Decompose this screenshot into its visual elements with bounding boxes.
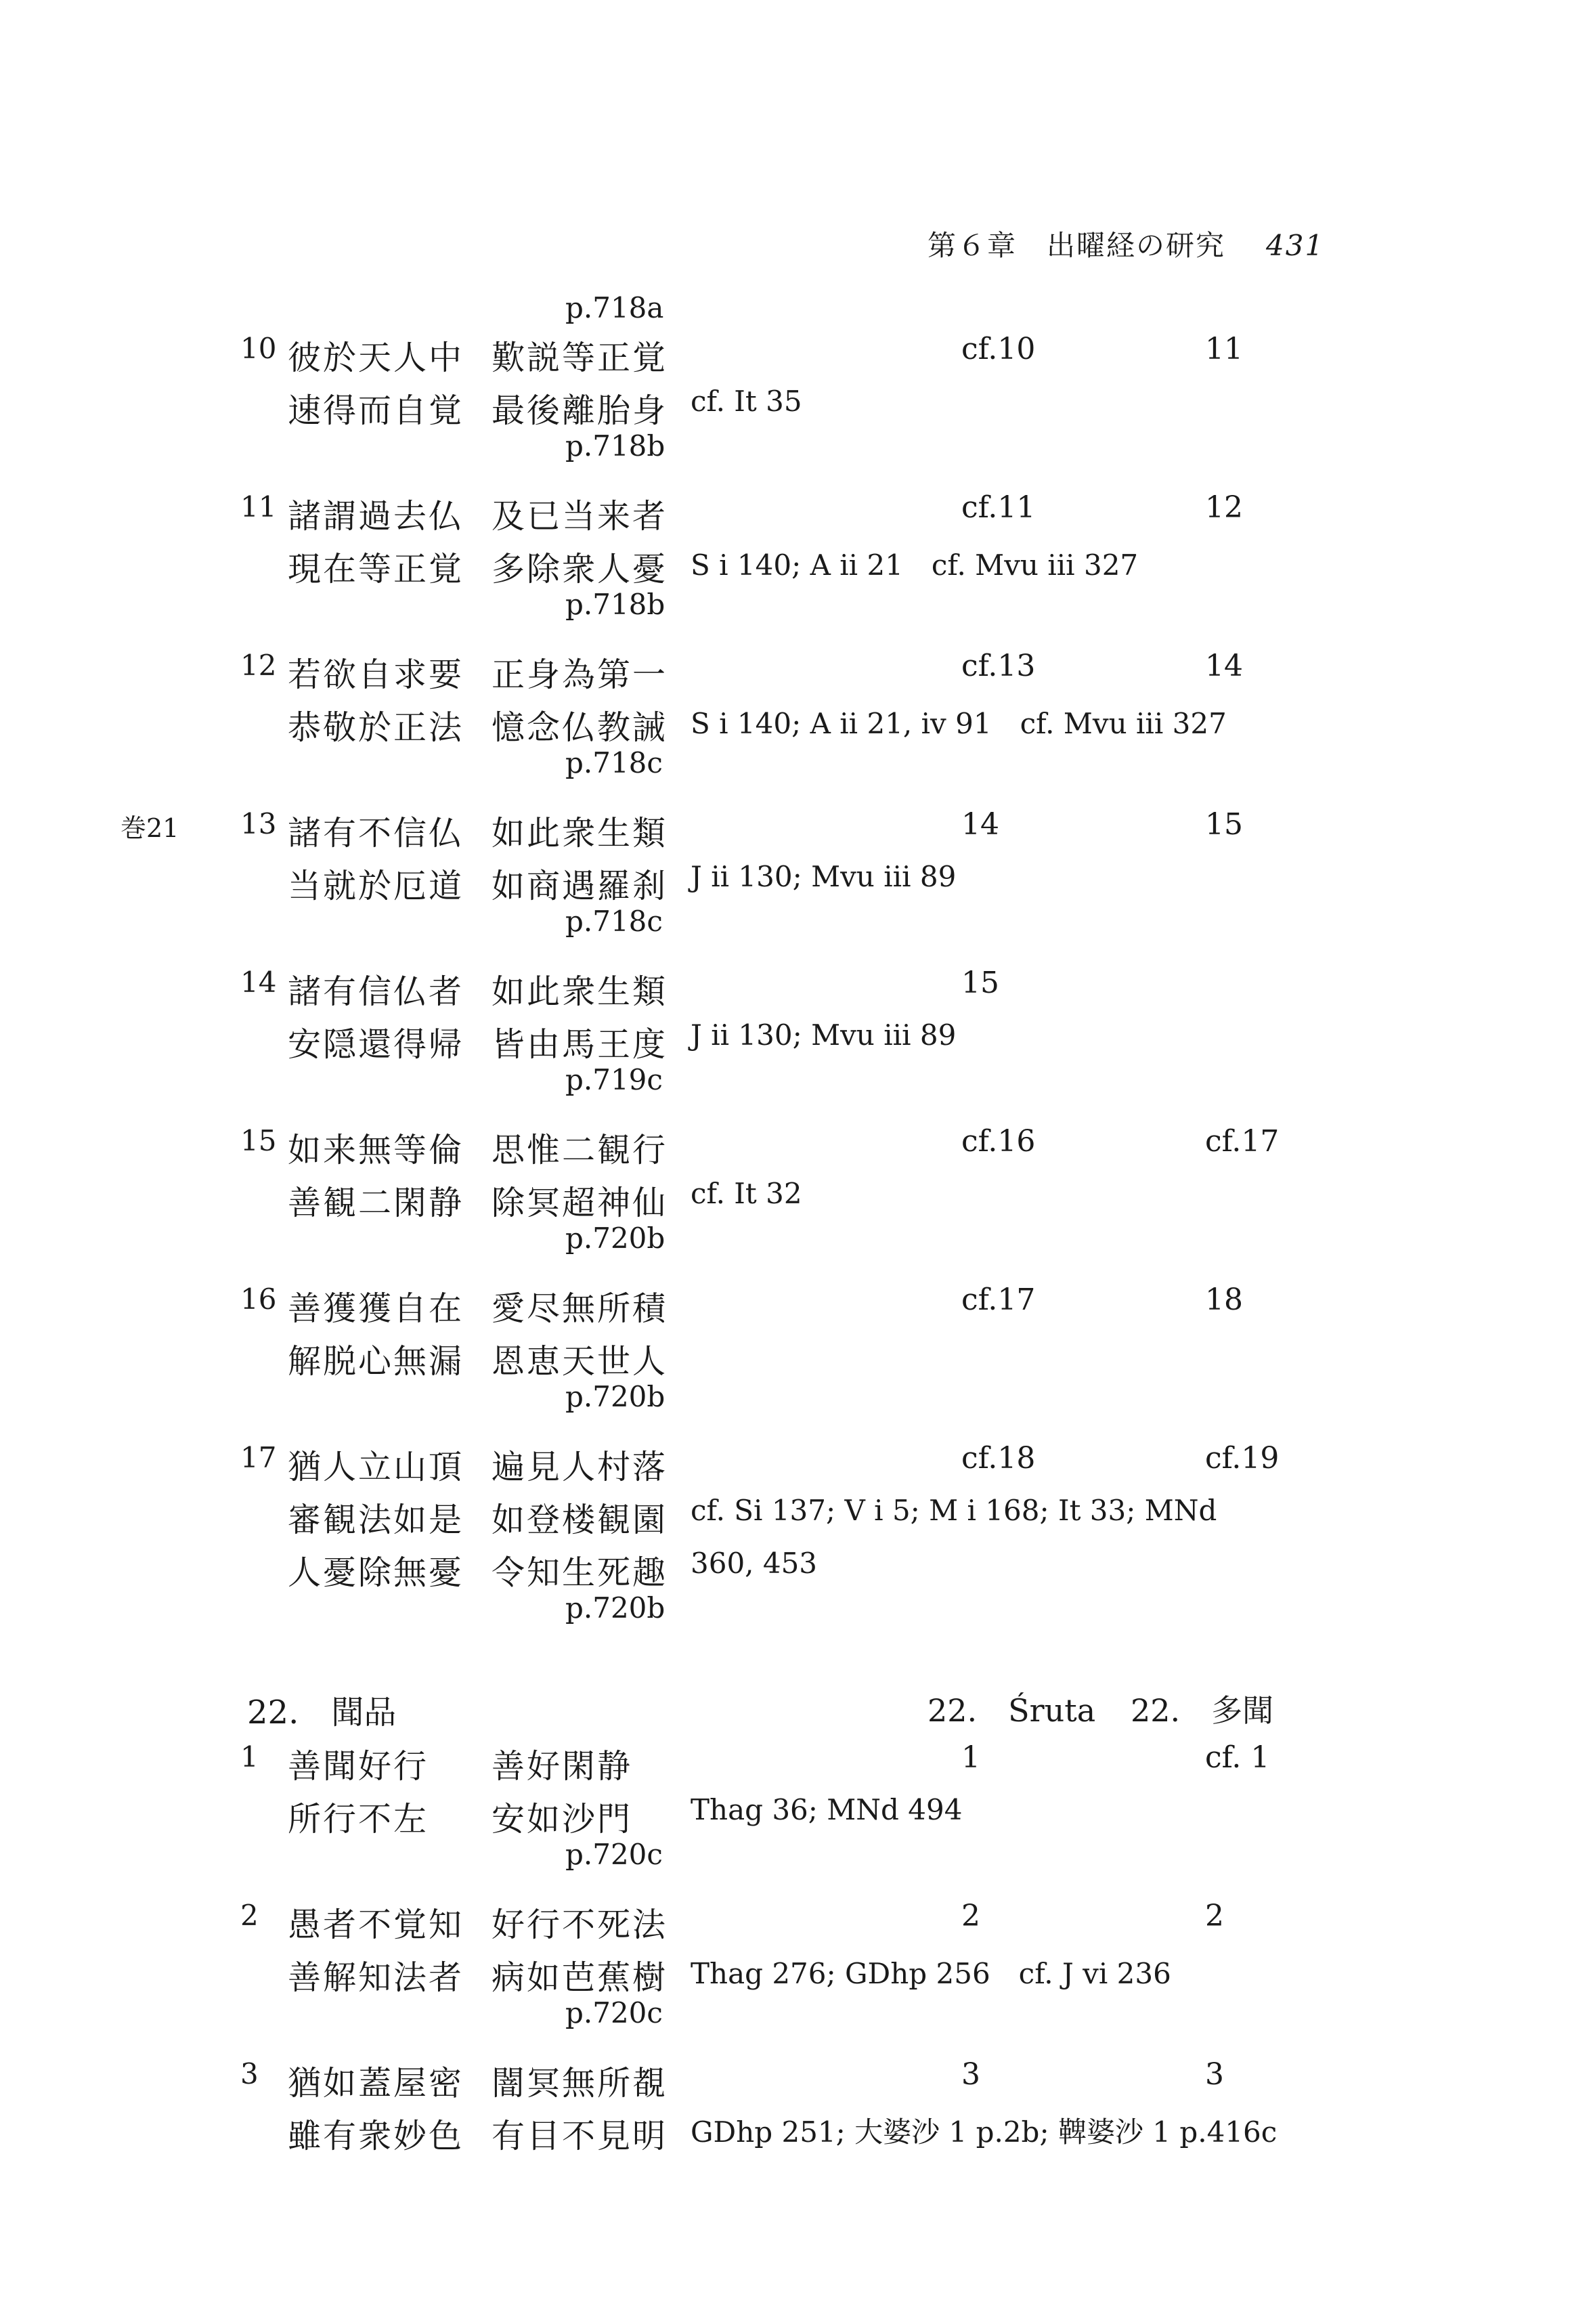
citation: 360, 453 [691, 1547, 818, 1580]
verse-line [0, 1283, 1572, 1330]
verse-line [0, 385, 1572, 432]
parallel-ref-2: 14 [1205, 649, 1243, 683]
verse-line [0, 1547, 1572, 1594]
citation: cf. It 32 [691, 1177, 802, 1210]
verse-line [0, 807, 1572, 855]
verse-line [0, 1952, 1572, 1999]
verse-half-a: 速得而自覚 [288, 391, 464, 430]
verse-line [0, 860, 1572, 907]
verse-half-b: 及已当来者 [492, 497, 668, 536]
verse-half-b: 令知生死趣 [492, 1553, 668, 1592]
parallel-ref-2: 15 [1205, 807, 1243, 842]
section-title: 22. 聞品 [247, 1694, 397, 1731]
parallel-ref-1: 1 [961, 1740, 980, 1775]
verse-line [0, 490, 1572, 538]
verse-half-b: 闇冥無所覩 [492, 2064, 668, 2103]
verse-number: 2 [240, 1899, 259, 1932]
parallel-ref-1: cf.17 [961, 1283, 1036, 1317]
verse-line [0, 1335, 1572, 1383]
citation: cf. Si 137; V i 5; M i 168; It 33; MNd [691, 1494, 1217, 1527]
verse-half-a: 彼於天人中 [288, 339, 464, 377]
parallel-ref-2: 11 [1205, 332, 1243, 366]
parallel-ref-1: cf.11 [961, 490, 1036, 525]
verse-half-b: 思惟二観行 [492, 1131, 668, 1169]
verse-half-a: 諸謂過去仏 [288, 497, 464, 536]
parallel-ref-1: 2 [961, 1899, 980, 1933]
verse-half-b: 遍見人村落 [492, 1448, 668, 1486]
verse-half-b: 憶念仏教誡 [492, 708, 668, 747]
verse-half-b: 好行不死法 [492, 1906, 668, 1944]
pali-page-ref: p.720c [565, 1996, 663, 2029]
citation: S i 140; A ii 21, iv 91 cf. Mvu iii 327 [691, 707, 1227, 740]
verse-half-b: 有目不見明 [492, 2117, 668, 2155]
verse-number: 13 [240, 807, 277, 840]
verse-half-a: 恭敬於正法 [288, 708, 464, 747]
parallel-ref-1: 15 [961, 966, 999, 1000]
citation: Thag 36; MNd 494 [691, 1793, 963, 1826]
citation: S i 140; A ii 21 cf. Mvu iii 327 [691, 548, 1139, 582]
verse-half-a: 現在等正覚 [288, 550, 464, 588]
verse-line [0, 1018, 1572, 1066]
verse-half-a: 解脱心無漏 [288, 1342, 464, 1381]
chapter-title: 第６章 出曜経の研究 [927, 229, 1226, 262]
page-number: 431 [1266, 229, 1325, 262]
verse-half-a: 猶人立山頂 [288, 1448, 464, 1486]
verse-half-a: 猶如蓋屋密 [288, 2064, 464, 2103]
verse-line [0, 1494, 1572, 1541]
verse-half-a: 善獲獲自在 [288, 1289, 464, 1328]
pali-page-ref: p.720c [565, 1838, 663, 1871]
parallel-ref-2: 2 [1205, 1899, 1224, 1933]
verse-half-a: 若欲自求要 [288, 655, 464, 694]
verse-number: 16 [240, 1283, 277, 1316]
verse-half-a: 当就於厄道 [288, 867, 464, 905]
verse-number: 15 [240, 1124, 277, 1157]
verse-half-b: 最後離胎身 [492, 391, 668, 430]
verse-half-b: 愛尽無所積 [492, 1289, 668, 1328]
verse-number: 10 [240, 332, 277, 365]
verse-line [0, 543, 1572, 590]
verse-half-a: 所行不左 [288, 1800, 429, 1838]
verse-half-a: 善聞好行 [288, 1747, 429, 1786]
verse-number: 1 [240, 1740, 259, 1773]
citation: Thag 276; GDhp 256 cf. J vi 236 [691, 1957, 1171, 1990]
verse-half-b: 如此衆生類 [492, 972, 668, 1011]
verse-half-a: 善解知法者 [288, 1958, 464, 1997]
verse-half-b: 如此衆生類 [492, 814, 668, 853]
pali-page-ref: p.718b [565, 588, 665, 621]
verse-number: 14 [240, 966, 277, 999]
citation: cf. It 35 [691, 385, 802, 418]
parallel-ref-2: 12 [1205, 490, 1243, 525]
verse-half-a: 諸有信仏者 [288, 972, 464, 1011]
parallel-ref-2: cf.17 [1205, 1124, 1280, 1159]
verse-number: 17 [240, 1441, 277, 1474]
parallel-ref-2: 18 [1205, 1283, 1243, 1317]
verse-half-b: 皆由馬王度 [492, 1025, 668, 1064]
verse-half-b: 如商遇羅刹 [492, 867, 668, 905]
volume-marker: 巻21 [121, 813, 179, 843]
verse-line [0, 2057, 1572, 2105]
verse-line [0, 332, 1572, 379]
parallel-ref-1: cf.10 [961, 332, 1036, 366]
parallel-ref-1: cf.13 [961, 649, 1036, 683]
verse-line [0, 1177, 1572, 1224]
verse-half-b: 病如芭蕉樹 [492, 1958, 668, 1997]
parallel-ref-1: cf.18 [961, 1441, 1036, 1476]
parallel-ref-1: cf.16 [961, 1124, 1036, 1159]
verse-line [0, 966, 1572, 1013]
verse-half-a: 雖有衆妙色 [288, 2117, 464, 2155]
pali-page-ref: p.718a [565, 291, 664, 324]
verse-line [0, 1793, 1572, 1841]
citation: GDhp 251; 大婆沙 1 p.2b; 鞞婆沙 1 p.416c [691, 2115, 1278, 2149]
verse-half-b: 歎説等正覚 [492, 339, 668, 377]
verse-line [0, 1899, 1572, 1946]
verse-half-a: 如来無等倫 [288, 1131, 464, 1169]
pali-page-ref: p.720b [565, 1380, 665, 1413]
parallel-ref-2: cf. 1 [1205, 1740, 1270, 1775]
verse-half-a: 諸有不信仏 [288, 814, 464, 853]
verse-half-b: 如登楼観園 [492, 1501, 668, 1539]
verse-line [0, 1441, 1572, 1488]
pali-page-ref: p.718b [565, 429, 665, 462]
verse-half-a: 善観二閑静 [288, 1184, 464, 1222]
verse-half-a: 人憂除無憂 [288, 1553, 464, 1592]
verse-line [0, 2110, 1572, 2157]
verse-half-b: 善好閑静 [492, 1747, 633, 1786]
parallel-ref-2: 3 [1205, 2057, 1224, 2092]
verse-half-b: 恩恵天世人 [492, 1342, 668, 1381]
section-sanskrit-title: 22. Śruta [927, 1692, 1096, 1729]
verse-line [0, 1124, 1572, 1171]
section-chinese-title: 22. 多聞 [1131, 1692, 1274, 1729]
running-header [927, 223, 1324, 264]
parallel-ref-1: 14 [961, 807, 999, 842]
citation: J ii 130; Mvu iii 89 [691, 1018, 957, 1052]
verse-half-a: 安隠還得帰 [288, 1025, 464, 1064]
verse-number: 12 [240, 649, 277, 682]
verse-number: 11 [240, 490, 277, 523]
verse-line [0, 702, 1572, 749]
verse-number: 3 [240, 2057, 259, 2090]
verse-half-b: 除冥超神仙 [492, 1184, 668, 1222]
verse-half-b: 多除衆人憂 [492, 550, 668, 588]
pali-page-ref: p.720b [565, 1591, 665, 1624]
pali-page-ref: p.718c [565, 905, 663, 938]
citation: J ii 130; Mvu iii 89 [691, 860, 957, 893]
parallel-ref-2: cf.19 [1205, 1441, 1280, 1476]
parallel-ref-1: 3 [961, 2057, 980, 2092]
pali-page-ref: p.719c [565, 1063, 663, 1096]
pali-page-ref: p.718c [565, 746, 663, 779]
verse-line [0, 1740, 1572, 1788]
verse-half-b: 正身為第一 [492, 655, 668, 694]
verse-line [0, 649, 1572, 696]
verse-half-b: 安如沙門 [492, 1800, 633, 1838]
verse-half-a: 審観法如是 [288, 1501, 464, 1539]
verse-half-a: 愚者不覚知 [288, 1906, 464, 1944]
pali-page-ref: p.720b [565, 1222, 665, 1255]
